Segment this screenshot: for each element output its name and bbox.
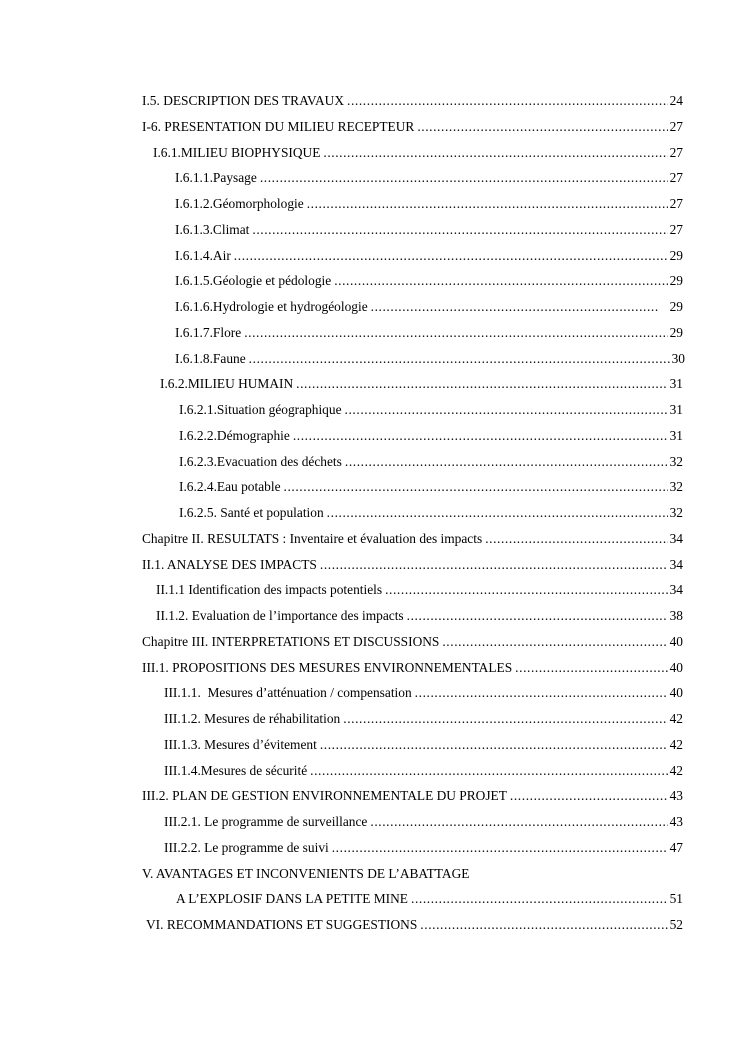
dot-leader: [510, 786, 668, 806]
toc-entry: [0, 246, 745, 272]
toc-entry: [0, 529, 745, 555]
toc-entry-page: 47: [669, 839, 683, 855]
toc-entry-page: 42: [669, 711, 683, 726]
toc-entry-page: 32: [669, 505, 683, 520]
toc-entry: [0, 864, 745, 890]
toc-entry-page: 31: [669, 402, 683, 417]
toc-entry-label: III.1. PROPOSITIONS DES MESURES ENVIRONNEMENTALES: [142, 659, 513, 675]
toc-entry: [0, 580, 745, 606]
toc-entry-page: 27: [669, 118, 683, 134]
toc-entry: [0, 812, 745, 838]
dot-leader: [320, 555, 668, 575]
toc-entry: [0, 194, 745, 220]
toc-entry-label: I.6.2.3.Evacuation des déchets: [179, 453, 342, 469]
dot-leader: [442, 632, 667, 652]
dot-leader: [420, 915, 667, 935]
toc-entry-label: A L’EXPLOSIF DANS LA PETITE MINE: [176, 891, 408, 907]
toc-entry-page: 27: [669, 170, 683, 186]
toc-entry-label: II.1. ANALYSE DES IMPACTS: [142, 556, 317, 572]
toc-entry-page: 27: [669, 196, 683, 211]
toc-entry-page: 43: [669, 788, 683, 804]
toc-entry: [0, 323, 745, 349]
dot-leader: [417, 117, 667, 137]
toc-entry-label: III.1.4.Mesures de sécurité: [164, 762, 308, 778]
dot-leader: [320, 735, 668, 755]
toc-entry-page: 42: [669, 736, 683, 752]
toc-entry-page: 32: [669, 479, 683, 495]
toc-entry-label: I.6.2.4.Eau potable: [179, 479, 281, 495]
toc-entry: [0, 606, 745, 632]
dot-leader: [310, 761, 667, 781]
table-of-contents: [0, 91, 745, 941]
toc-entry: [0, 297, 745, 323]
toc-entry: [0, 761, 745, 787]
toc-entry-page: 43: [669, 814, 683, 829]
toc-entry-label: I.6.1.MILIEU BIOPHYSIQUE: [153, 144, 321, 160]
toc-entry-page: 31: [669, 376, 683, 392]
toc-entry-label: I-6. PRESENTATION DU MILIEU RECEPTEUR: [142, 118, 415, 134]
dot-leader: [371, 297, 658, 317]
toc-entry: [0, 555, 745, 581]
dot-leader: [296, 374, 667, 394]
toc-entry: [0, 889, 745, 915]
toc-entry-page: 29: [669, 247, 683, 263]
toc-entry: [0, 400, 745, 426]
toc-entry-label: I.6.2.5. Santé et population: [179, 505, 324, 520]
toc-entry-label: I.6.2.1.Situation géographique: [179, 402, 342, 417]
dot-leader: [411, 889, 668, 909]
toc-entry-label: I.6.1.4.Air: [175, 247, 231, 263]
toc-entry: [0, 503, 745, 529]
toc-entry-label: III.1.3. Mesures d’évitement: [164, 736, 317, 752]
toc-entry-page: 51: [669, 891, 683, 907]
toc-entry-page: 29: [669, 299, 683, 314]
dot-leader: [249, 349, 670, 369]
toc-entry-page: 40: [669, 685, 683, 701]
dot-leader: [307, 194, 668, 214]
dot-leader: [370, 812, 667, 832]
toc-entry: [0, 168, 745, 194]
toc-entry: [0, 271, 745, 297]
toc-entry: [0, 838, 745, 864]
toc-entry: [0, 735, 745, 761]
toc-entry-label: I.6.1.8.Faune: [175, 350, 246, 366]
toc-entry: [0, 915, 745, 941]
dot-leader: [252, 220, 667, 240]
toc-entry-page: 40: [669, 633, 683, 649]
dot-leader: [345, 400, 668, 420]
toc-entry-label: I.5. DESCRIPTION DES TRAVAUX: [142, 93, 345, 108]
toc-entry: [0, 683, 745, 709]
toc-entry-page: 40: [669, 659, 683, 675]
toc-entry-page: 29: [669, 324, 683, 340]
dot-leader: [327, 503, 668, 523]
dot-leader: [407, 606, 668, 626]
dot-leader: [515, 658, 667, 678]
toc-entry-page: 42: [669, 762, 683, 778]
toc-entry: [0, 374, 745, 400]
toc-entry-page: 38: [669, 608, 683, 623]
toc-entry-label: II.1.2. Evaluation de l’importance des impacts: [156, 608, 404, 623]
toc-entry-label: II.1.1 Identification des impacts potentiels: [156, 582, 383, 598]
toc-entry: [0, 477, 745, 503]
toc-entry-page: 34: [669, 556, 683, 572]
dot-leader: [334, 271, 667, 291]
toc-entry-label: I.6.1.2.Géomorphologie: [175, 196, 304, 211]
toc-entry-label: I.6.1.6.Hydrologie et hydrogéologie: [175, 299, 368, 314]
toc-entry: [0, 452, 745, 478]
toc-entry-page: 32: [669, 453, 683, 469]
dot-leader: [385, 580, 668, 600]
toc-entry-label: I.6.1.3.Climat: [175, 221, 250, 237]
toc-entry: [0, 349, 745, 375]
dot-leader: [347, 91, 668, 111]
toc-entry: [0, 786, 745, 812]
dot-leader: [415, 683, 668, 703]
toc-entry: [0, 426, 745, 452]
toc-entry-page: 31: [669, 427, 683, 443]
toc-entry-page: 27: [669, 221, 683, 237]
toc-entry-label: III.2. PLAN DE GESTION ENVIRONNEMENTALE DU PROJET: [142, 788, 507, 804]
toc-entry-page: 29: [669, 273, 683, 289]
toc-entry: [0, 632, 745, 658]
toc-entry-label: III.2.2. Le programme de suivi: [164, 839, 329, 855]
toc-entry: [0, 91, 745, 117]
toc-entry-page: 34: [669, 530, 683, 546]
toc-entry-label: Chapitre III. INTERPRETATIONS ET DISCUSSIONS: [142, 633, 440, 649]
toc-entry-label: III.1.2. Mesures de réhabilitation: [164, 711, 341, 726]
toc-entry-page: 24: [669, 93, 683, 108]
toc-entry-label: III.1.1. Mesures d’atténuation / compensation: [164, 685, 412, 701]
toc-entry-label: I.6.2.MILIEU HUMAIN: [160, 376, 294, 392]
dot-leader: [345, 452, 668, 472]
dot-leader: [284, 477, 668, 497]
dot-leader: [485, 529, 667, 549]
toc-entry: [0, 658, 745, 684]
toc-entry-label: I.6.1.5.Géologie et pédologie: [175, 273, 332, 289]
toc-entry-label: V. AVANTAGES ET INCONVENIENTS DE L’ABATTAGE: [142, 865, 470, 881]
dot-leader: [332, 838, 668, 858]
toc-entry-page: 30: [671, 350, 685, 366]
toc-entry-label: VI. RECOMMANDATIONS ET SUGGESTIONS: [146, 917, 418, 932]
toc-entry: [0, 220, 745, 246]
dot-leader: [234, 246, 668, 266]
toc-entry-page: 52: [669, 917, 683, 932]
toc-entry-page: 27: [669, 144, 683, 160]
dot-leader: [343, 709, 667, 729]
toc-entry-label: I.6.2.2.Démographie: [179, 427, 290, 443]
dot-leader: [260, 168, 668, 188]
toc-entry: [0, 143, 745, 169]
toc-entry-label: Chapitre II. RESULTATS : Inventaire et évaluation des impacts: [142, 530, 483, 546]
toc-entry-page: 34: [669, 582, 683, 598]
dot-leader: [323, 143, 667, 163]
toc-entry-label: III.2.1. Le programme de surveillance: [164, 814, 368, 829]
toc-entry-label: I.6.1.1.Paysage: [175, 170, 257, 186]
dot-leader: [244, 323, 667, 343]
toc-entry: [0, 709, 745, 735]
toc-entry-label: I.6.1.7.Flore: [175, 324, 242, 340]
toc-entry: [0, 117, 745, 143]
dot-leader: [293, 426, 668, 446]
